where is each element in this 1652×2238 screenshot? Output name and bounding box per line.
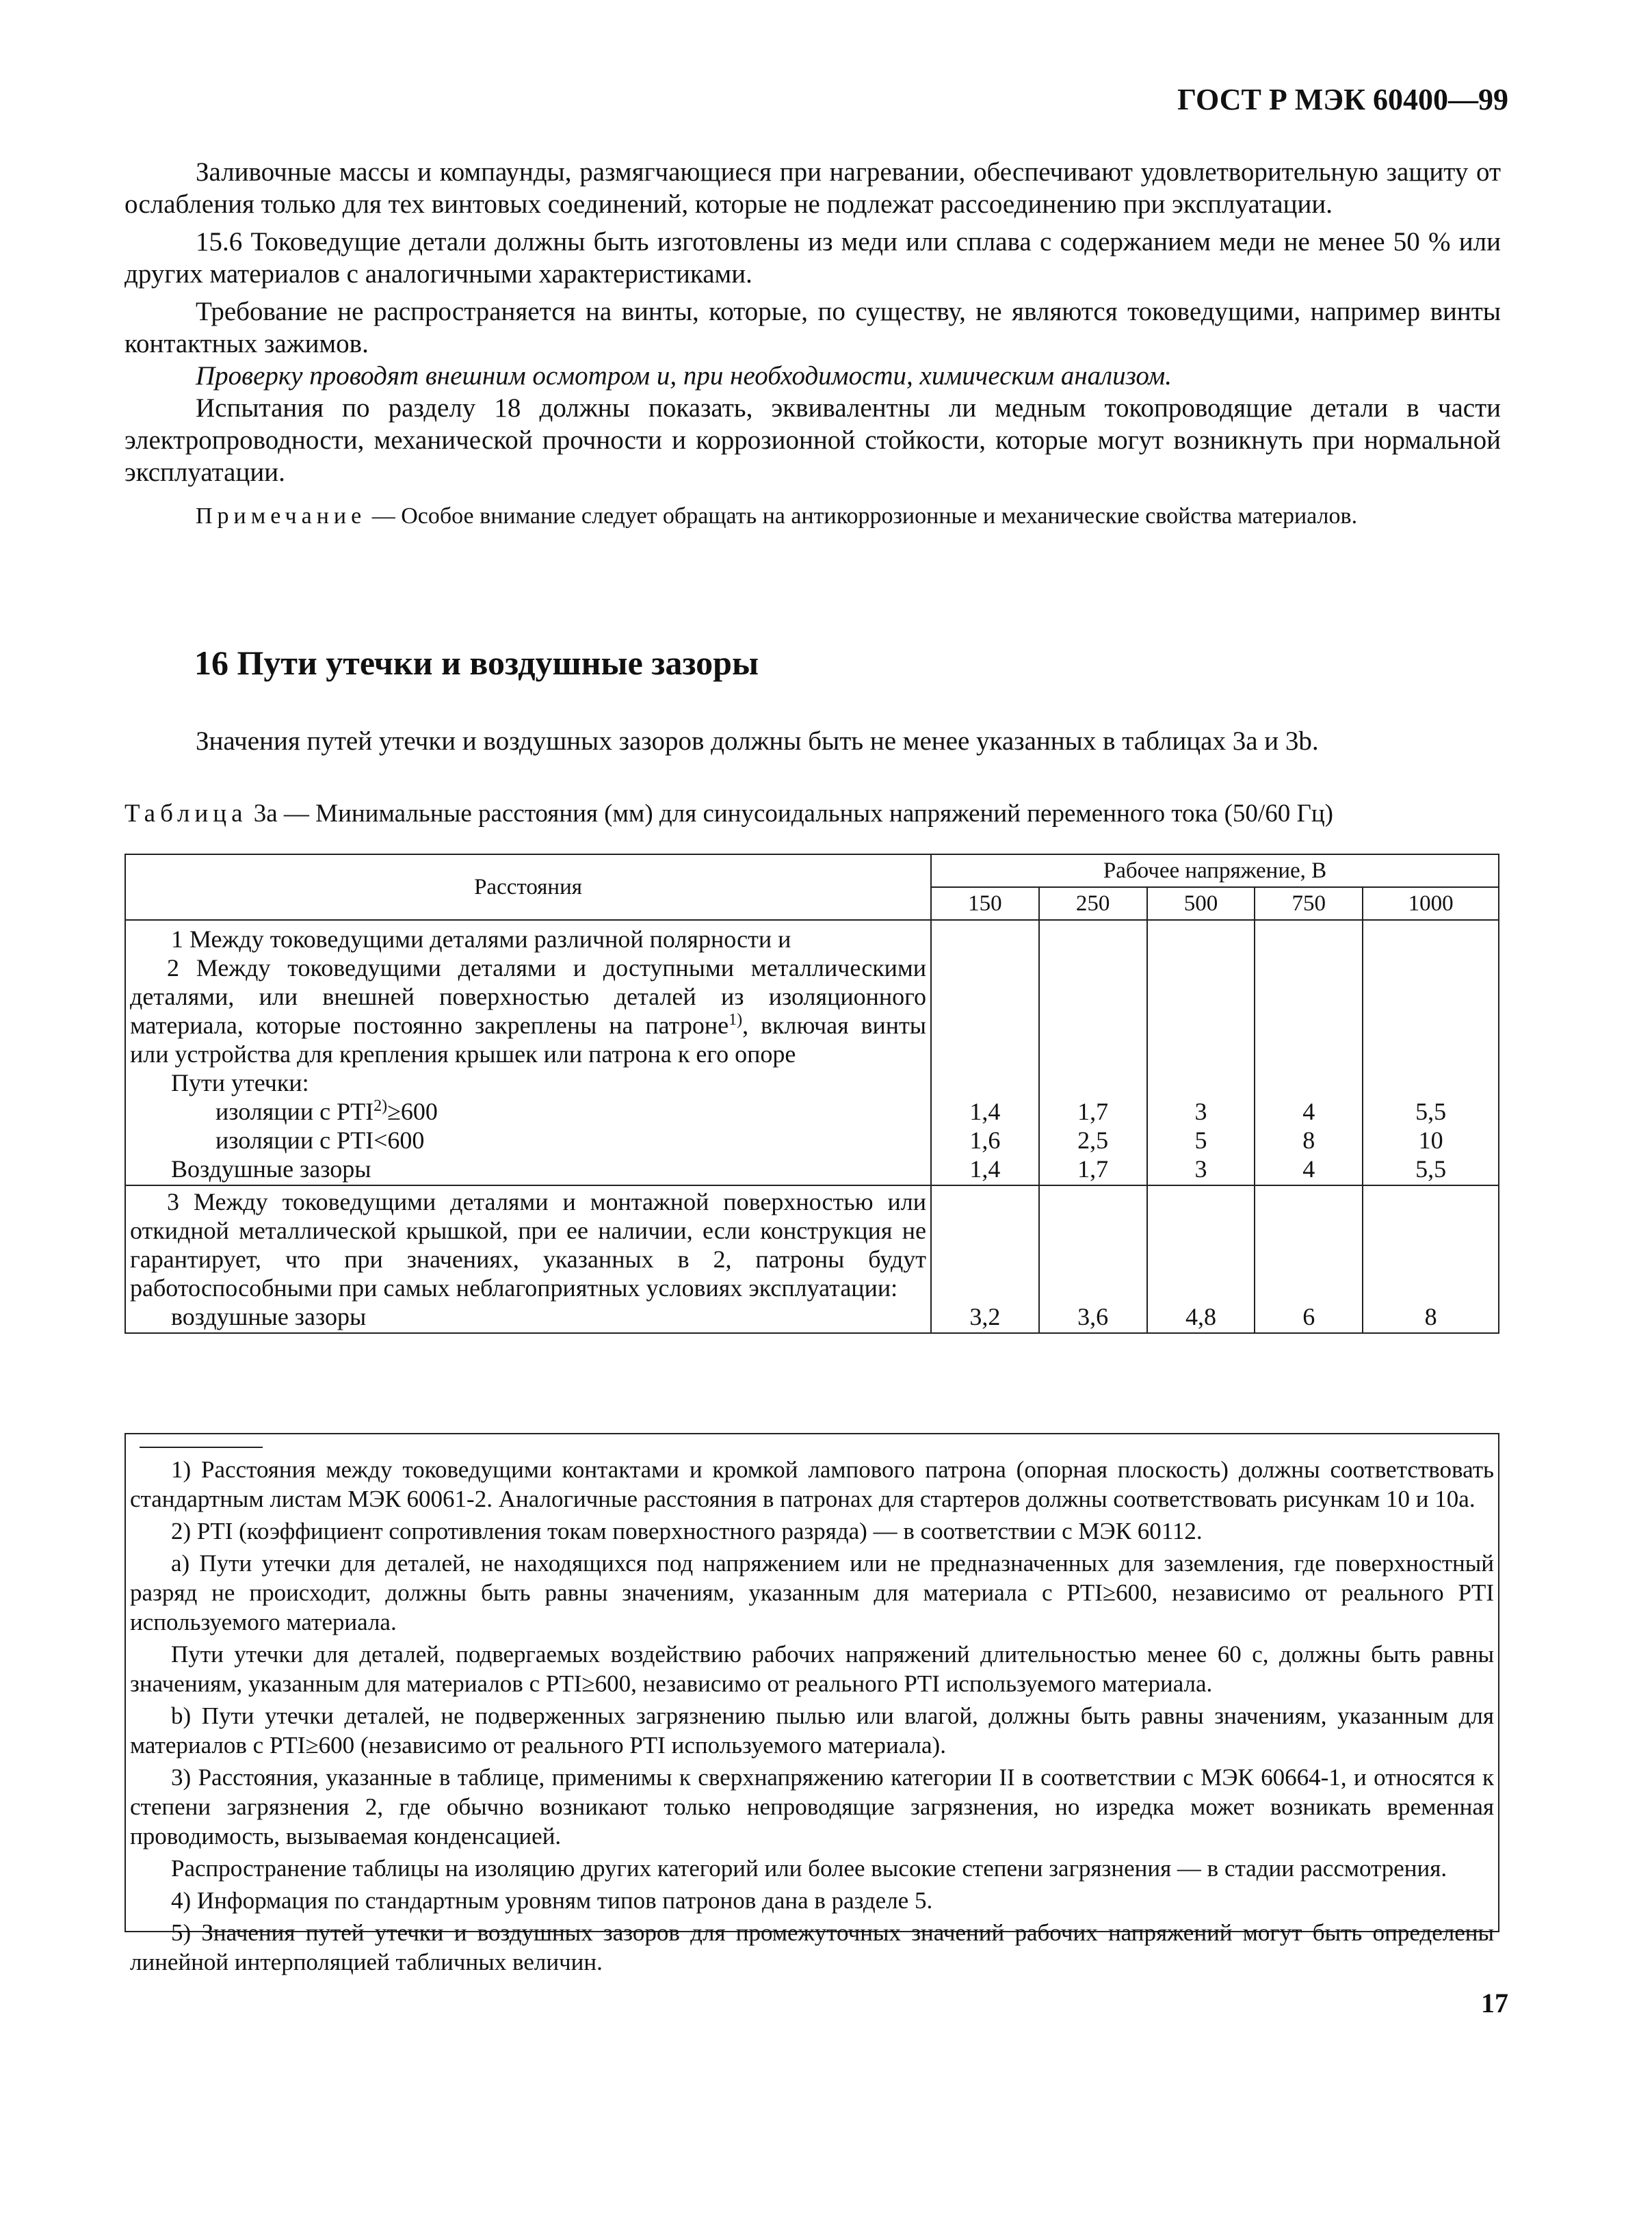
ins1-value-150: 1,4 <box>969 1098 1001 1125</box>
cell-group-500 <box>1147 920 1255 1185</box>
footnote-rule <box>140 1447 263 1448</box>
creepage-label: Пути утечки: <box>171 1069 309 1096</box>
footnote-5: 5) Значения путей утечки и воздушных зазоров для промежуточных значений рабочих напряжений могут быть определены линейной интерполяцией табличных величин. <box>130 1919 1494 1975</box>
air-value-150: 1,4 <box>969 1155 1001 1183</box>
air-value-1000: 5,5 <box>1415 1155 1447 1183</box>
footnote-1: 1) Расстояния между токоведущими контактами и кромкой лампового патрона (опорная плоскость) должны соответствовать стандартным листам МЭК 60061-2. Аналогичные расстояния в патронах для стартеров должны соответствовать рисункам 10 и 10a. <box>130 1456 1494 1512</box>
air-gaps-label: Воздушные зазоры <box>171 1155 371 1183</box>
paragraph-15-6: 15.6 Токоведущие детали должны быть изготовлены из меди или сплава с содержанием меди не менее 50 % или других материалов с аналогичными характеристиками. <box>124 227 1501 289</box>
section-title: 16 Пути утечки и воздушные зазоры <box>194 644 759 682</box>
table-header-row <box>125 854 1499 887</box>
table-row-3 <box>125 1185 1499 1333</box>
insulation-pti-600-label <box>130 1097 926 1126</box>
footnote-3: 3) Расстояния, указанные в таблице, применимы к сверхнапряжению категории II в соответствии с МЭК 60664-1, и относятся к степени загрязнения 2, где обычно возникают только непроводящие загрязнения, но изредка может возникать временная проводимость, вызываемая конденсацией. <box>130 1764 1494 1849</box>
footnote-2a: a) Пути утечки для деталей, не находящихся под напряжением или не предназначенных для заземления, где поверхностный разряд не происходит, должны быть равны значениям, указанным для материала с PTI≥600, независимо от реального PTI используемого материала. <box>130 1550 1494 1635</box>
voltage-250: 250 <box>1039 887 1147 920</box>
table-caption <box>124 799 1510 828</box>
row-1-2-description <box>125 920 931 1185</box>
caption-label: Таблица <box>124 800 248 828</box>
document-header: ГОСТ Р МЭК 60400—99 <box>1177 83 1508 116</box>
body-text-top <box>124 156 1501 554</box>
ins2-value-150: 1,6 <box>969 1127 1001 1154</box>
note <box>124 502 1501 531</box>
paragraph-compounds: Заливочные массы и компаунды, размягчающиеся при нагревании, обеспечивают удовлетворительную защиту от ослабления только для тех винтовых соединений, которые не подлежат рассоединению при эксплуатации. <box>124 157 1501 219</box>
air-value-500: 3 <box>1194 1155 1207 1183</box>
ins2-value-750: 8 <box>1302 1127 1315 1154</box>
air-value-250: 1,7 <box>1077 1155 1109 1183</box>
ins1-value-250: 1,7 <box>1077 1098 1109 1125</box>
cell-group-750 <box>1255 920 1363 1185</box>
row-1-text: 1 Между токоведущими деталями различной полярности и <box>171 925 791 953</box>
table-row-1-2 <box>125 920 1499 1185</box>
ins1-value-750: 4 <box>1302 1098 1315 1125</box>
distances-table <box>124 854 1499 1334</box>
footnote-2: 2) PTI (коэффициент сопротивления токам поверхностного разряда) — в соответствии с МЭК 60112. <box>171 1518 1203 1544</box>
row-3-description <box>125 1185 931 1333</box>
air3-value-150: 3,2 <box>931 1185 1039 1333</box>
footnote-3-cont: Распространение таблицы на изоляцию других категорий или более высокие степени загрязнения — в стадии рассмотрения. <box>171 1855 1447 1882</box>
air3-value-250: 3,6 <box>1039 1185 1147 1333</box>
footnote-2b: b) Пути утечки деталей, не подверженных загрязнению пылью или влагой, должны быть равны значениям, указанным для материалов с PTI≥600 (независимо от реального PTI используемого материала). <box>130 1702 1494 1759</box>
ins2-value-500: 5 <box>1194 1127 1207 1154</box>
intro-block <box>124 725 1501 757</box>
row-2-part-b: , включая винты или устройства для крепления крышек или патрона к его опоре <box>130 1012 926 1068</box>
row-3-text: 3 Между токоведущими деталями и монтажной поверхностью или откидной металлической крышкой, при ее наличии, если конструкция не гарантирует, что при значениях, указанных в 2, патроны будут работоспособными при самых неблагоприятных условиях эксплуатации: <box>130 1188 926 1302</box>
intro-paragraph: Значения путей утечки и воздушных зазоров должны быть не менее указанных в таблицах 3a и 3b. <box>196 726 1319 756</box>
voltage-500: 500 <box>1147 887 1255 920</box>
row-2-text <box>130 953 926 1068</box>
caption-text: 3a — Минимальные расстояния (мм) для синусоидальных напряжений переменного тока (50/60 Гц) <box>247 800 1333 828</box>
footnote-4: 4) Информация по стандартным уровням типов патронов дана в разделе 5. <box>171 1887 933 1914</box>
voltage-150: 150 <box>931 887 1039 920</box>
header-distances: Расстояния <box>125 854 931 920</box>
voltage-1000: 1000 <box>1363 887 1499 920</box>
ins1-value-1000: 5,5 <box>1415 1098 1447 1125</box>
insulation-pti-lt-600-label: изоляции с PTI<600 <box>215 1127 425 1154</box>
header-voltage: Рабочее напряжение, В <box>931 854 1499 887</box>
cell-group-1000 <box>1363 920 1499 1185</box>
row-2-part-a: 2 Между токоведущими деталями и доступными металлическими деталями, или внешней поверхностью деталей из изоляционного материала, которые постоянно закреплены на патроне <box>130 954 926 1039</box>
note-text: — Особое внимание следует обращать на антикоррозионные и механические свойства материалов. <box>366 503 1358 529</box>
page-number: 17 <box>1481 1988 1508 2018</box>
air3-value-1000: 8 <box>1363 1185 1499 1333</box>
paragraph-screws: Требование не распространяется на винты, которые, по существу, не являются токоведущими, например винты контактных зажимов. <box>124 297 1501 358</box>
cell-group-150 <box>931 920 1039 1185</box>
air-value-750: 4 <box>1302 1155 1315 1183</box>
ins2-value-1000: 10 <box>1418 1127 1443 1154</box>
ins2-value-250: 2,5 <box>1077 1127 1109 1154</box>
cell-group-250 <box>1039 920 1147 1185</box>
row-2-footnote-ref: 1) <box>729 1011 743 1029</box>
ins1-part-b: ≥600 <box>387 1098 438 1125</box>
ins1-footnote-ref: 2) <box>373 1097 388 1115</box>
paragraph-check: Проверку проводят внешним осмотром и, при необходимости, химическим анализом. <box>196 361 1172 391</box>
ins1-value-500: 3 <box>1194 1098 1207 1125</box>
footnote-2a-cont: Пути утечки для деталей, подвергаемых воздействию рабочих напряжений длительностью менее 60 с, должны быть равны значениям, указанным для материалов с PTI≥600, независимо от реального PTI используемого материала. <box>130 1641 1494 1697</box>
voltage-750: 750 <box>1255 887 1363 920</box>
note-label: Примечание <box>196 503 367 529</box>
air-gaps-3-label: воздушные зазоры <box>171 1303 367 1330</box>
table-footnotes <box>124 1433 1499 1975</box>
air3-value-750: 6 <box>1255 1185 1363 1333</box>
ins1-part-a: изоляции с PTI <box>215 1098 374 1125</box>
air3-value-500: 4,8 <box>1147 1185 1255 1333</box>
paragraph-tests: Испытания по разделу 18 должны показать, эквивалентны ли медным токопроводящие детали в части электропроводности, механической прочности и коррозионной стойкости, которые могут возникнуть при нормальной эксплуатации. <box>124 393 1501 487</box>
